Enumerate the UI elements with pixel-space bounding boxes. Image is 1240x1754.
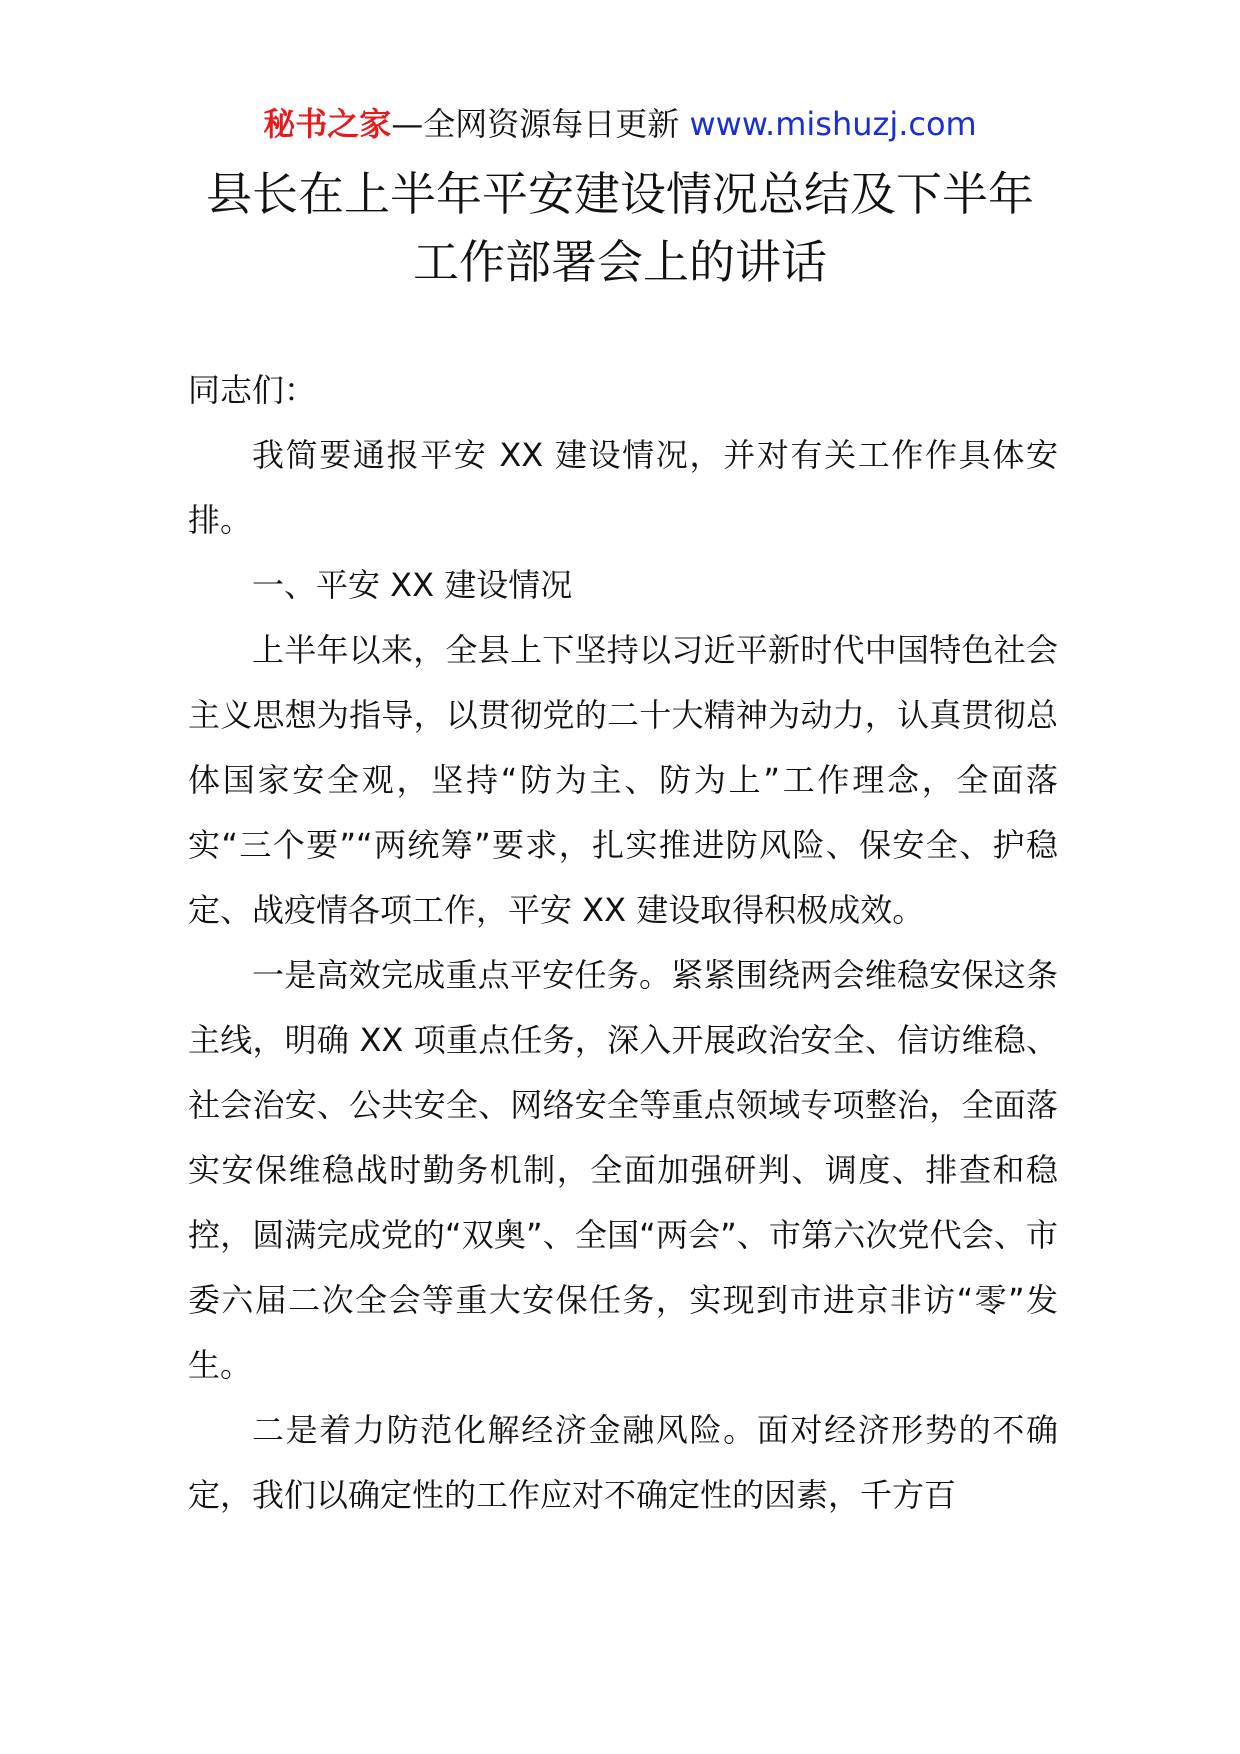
- site-url-link[interactable]: www.mishuzj.com: [689, 105, 977, 143]
- paragraph-intro: 我简要通报平安 XX 建设情况，并对有关工作作具体安排。: [188, 436, 1058, 539]
- document-title: [0, 160, 1240, 296]
- title-line-2: 工作部署会上的讲话: [413, 235, 827, 289]
- site-tagline: —全网资源每日更新: [391, 105, 680, 143]
- site-header: [0, 102, 1240, 146]
- site-brand: 秘书之家: [263, 105, 392, 143]
- paragraph-overview: 上半年以来，全县上下坚持以习近平新时代中国特色社会主义思想为指导，以贯彻党的二十大精神为动力，认真贯彻总体国家安全观，坚持“防为主、防为上”工作理念，全面落实“三个要”“两统筹”要求，扎实推进防风险、保安全、护稳定、战疫情各项工作，平安 XX 建设取得积极成效。: [188, 631, 1058, 929]
- paragraph-point-2: 二是着力防范化解经济金融风险。面对经济形势的不确定，我们以确定性的工作应对不确定性的因素，千方百: [188, 1411, 1058, 1514]
- paragraph-point-1: 一是高效完成重点平安任务。紧紧围绕两会维稳安保这条主线，明确 XX 项重点任务，深入开展政治安全、信访维稳、社会治安、公共安全、网络安全等重点领域专项整治，全面落实安保维稳战时勤务机制，全面加强研判、调度、排查和稳控，圆满完成党的“双奥”、全国“两会”、市第六次党代会、市委六届二次全会等重大安保任务，实现到市进京非访“零”发生。: [188, 956, 1058, 1384]
- document-body: [188, 358, 1058, 1528]
- salutation: 同志们：: [188, 371, 317, 409]
- title-line-1: 县长在上半年平安建设情况总结及下半年: [206, 167, 1034, 221]
- section-heading-1: 一、平安 XX 建设情况: [252, 566, 573, 604]
